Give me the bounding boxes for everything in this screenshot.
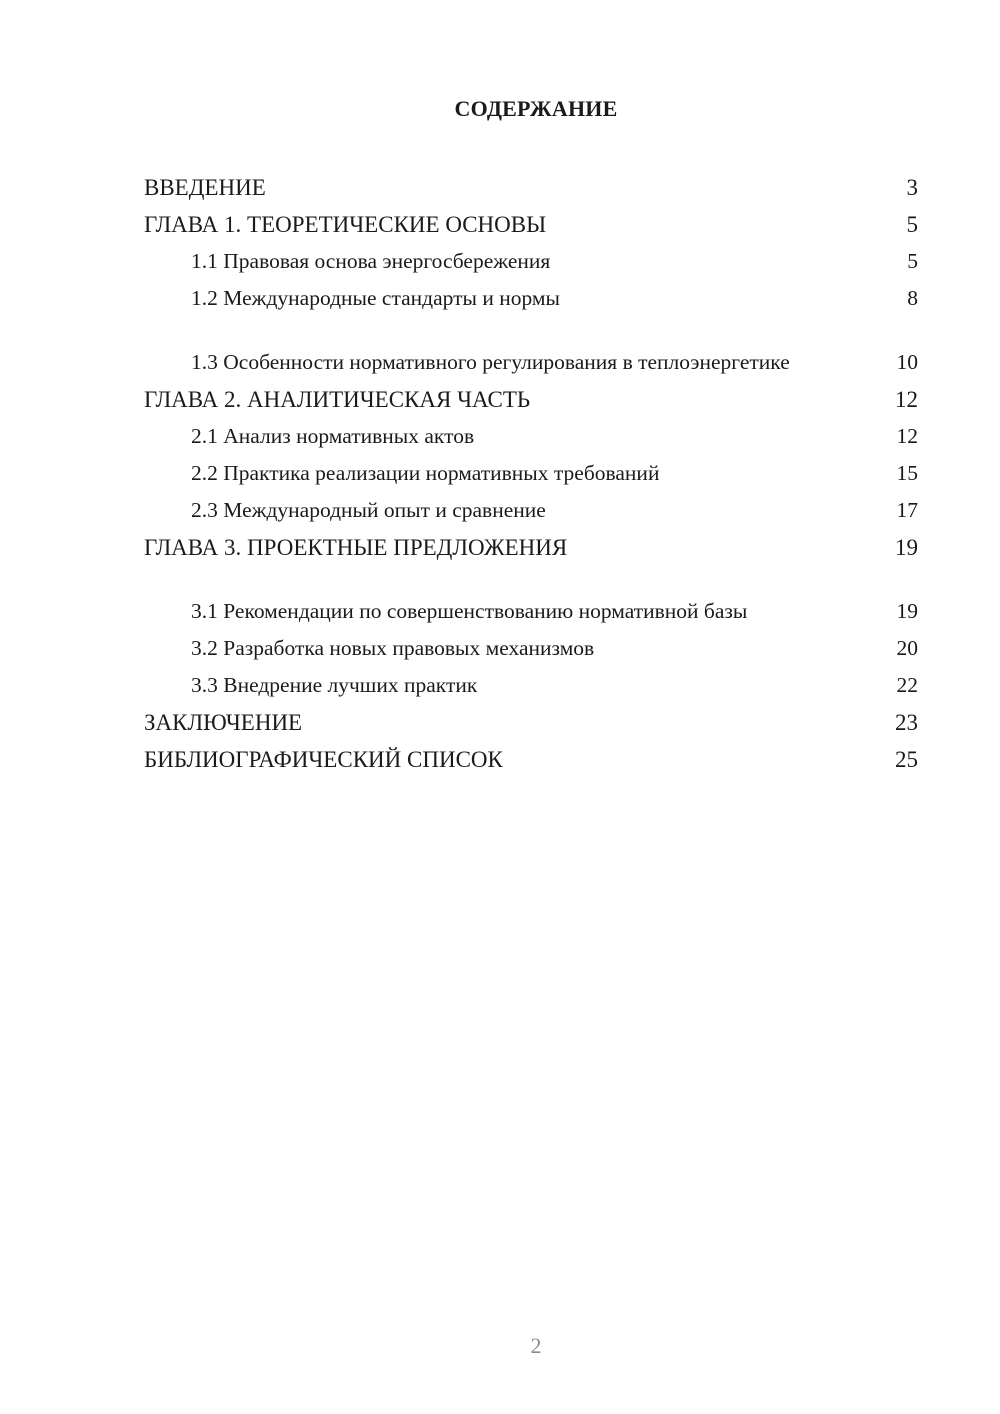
toc-entry-page: 12 <box>896 424 918 448</box>
toc-entry-text: БИБЛИОГРАФИЧЕСКИЙ СПИСОК <box>144 747 503 772</box>
toc-entry-text: 3.1 Рекомендации по совершенствованию нормативной базы <box>191 599 748 623</box>
toc-entry[interactable] <box>144 526 918 563</box>
toc-entry-text: 1.3 Особенности нормативного регулирования в теплоэнергетике <box>191 350 790 374</box>
toc-subentry[interactable] <box>144 452 918 489</box>
toc-entry-text: ГЛАВА 3. ПРОЕКТНЫЕ ПРЕДЛОЖЕНИЯ <box>144 535 568 560</box>
toc-subentry[interactable] <box>144 277 918 314</box>
toc-entry[interactable] <box>144 166 918 203</box>
toc-entry-text: 3.3 Внедрение лучших практик <box>191 673 478 697</box>
page-title: СОДЕРЖАНИЕ <box>454 96 618 121</box>
toc-entry-page: 8 <box>907 286 918 310</box>
toc-entry-page: 3 <box>906 175 918 200</box>
toc-entry[interactable] <box>144 701 918 738</box>
toc-subentry[interactable] <box>144 314 918 378</box>
toc-entry-page: 5 <box>907 249 918 273</box>
toc-entry[interactable] <box>144 738 918 775</box>
toc-entry-page: 23 <box>895 710 918 735</box>
toc-entry-page: 17 <box>896 498 918 522</box>
table-of-contents <box>144 166 918 775</box>
toc-entry-page: 15 <box>896 461 918 485</box>
toc-entry-page: 22 <box>896 673 918 697</box>
toc-subentry[interactable] <box>144 489 918 526</box>
toc-entry-text: ГЛАВА 1. ТЕОРЕТИЧЕСКИЕ ОСНОВЫ <box>144 212 547 237</box>
toc-entry-text: ВВЕДЕНИЕ <box>144 175 266 200</box>
toc-entry-page: 10 <box>896 350 918 374</box>
toc-entry-page: 5 <box>906 212 918 237</box>
toc-entry-text: 2.2 Практика реализации нормативных требований <box>191 461 660 485</box>
toc-entry-page: 20 <box>896 636 918 660</box>
toc-subentry[interactable] <box>144 415 918 452</box>
toc-subentry[interactable] <box>144 627 918 664</box>
toc-entry[interactable] <box>144 203 918 240</box>
toc-subentry[interactable] <box>144 664 918 701</box>
toc-subentry[interactable] <box>144 563 918 627</box>
toc-subentry[interactable] <box>144 240 918 277</box>
page-number: 2 <box>530 1333 542 1358</box>
toc-entry-text: 1.1 Правовая основа энергосбережения <box>191 249 551 273</box>
toc-entry-page: 19 <box>895 535 918 560</box>
toc-entry-page: 25 <box>895 747 918 772</box>
toc-entry[interactable] <box>144 378 918 415</box>
toc-entry-text: 3.2 Разработка новых правовых механизмов <box>191 636 595 660</box>
toc-entry-text: 1.2 Международные стандарты и нормы <box>191 286 560 310</box>
toc-entry-text: 2.1 Анализ нормативных актов <box>191 424 475 448</box>
toc-entry-text: 2.3 Международный опыт и сравнение <box>191 498 546 522</box>
toc-entry-page: 19 <box>896 599 918 623</box>
toc-entry-page: 12 <box>895 387 918 412</box>
toc-entry-text: ГЛАВА 2. АНАЛИТИЧЕСКАЯ ЧАСТЬ <box>144 387 531 412</box>
toc-entry-text: ЗАКЛЮЧЕНИЕ <box>144 710 303 735</box>
